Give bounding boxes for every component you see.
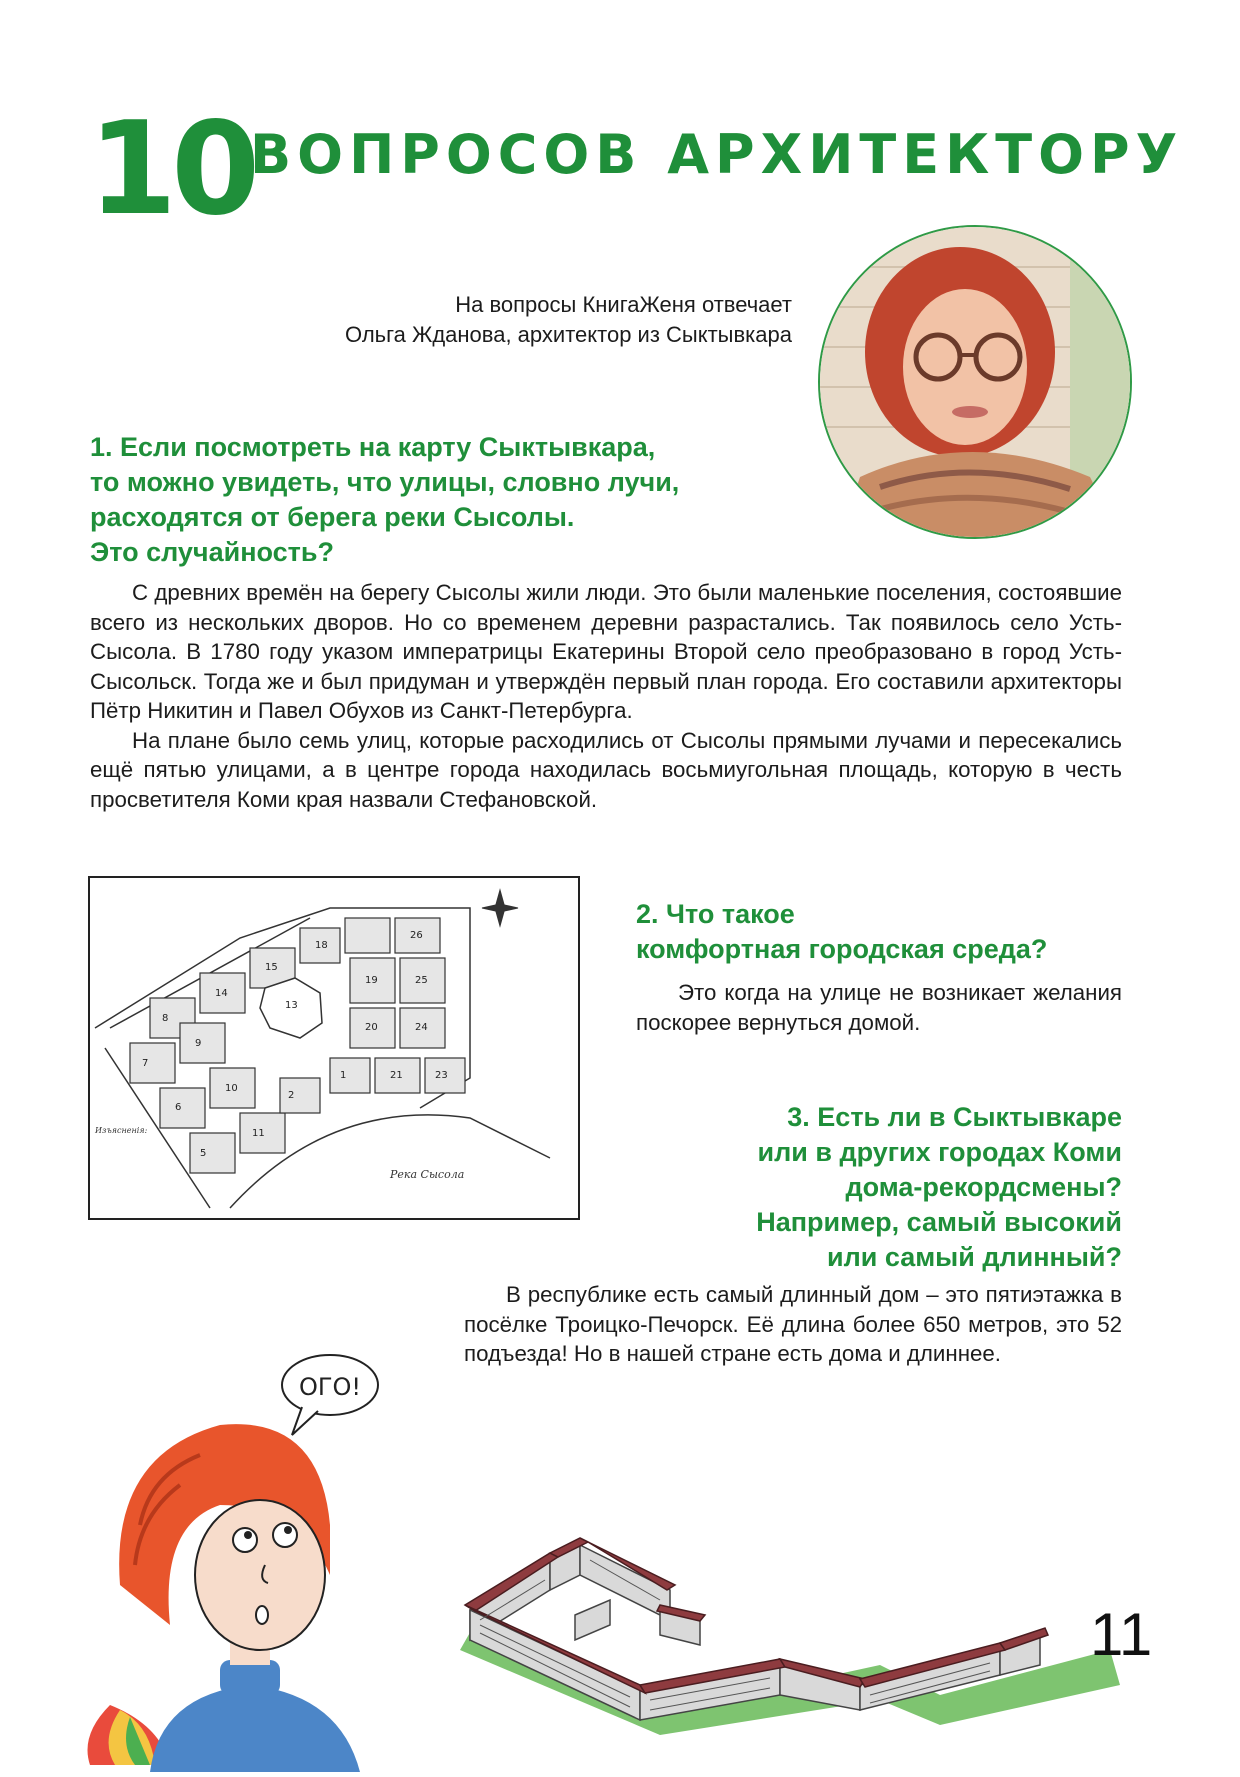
page-title: ВОПРОСОВ АРХИТЕКТОРУ bbox=[250, 123, 1184, 186]
svg-text:13: 13 bbox=[285, 1000, 298, 1011]
answer-3-text: В республике есть самый длинный дом – это пятиэтажка в посёлке Троицко-Печорск. Её длина более 650 метров, это 52 подъезда! Но в нашей стране есть дома и длиннее. bbox=[464, 1282, 1122, 1366]
svg-text:6: 6 bbox=[175, 1102, 182, 1113]
question-3-line: или в других городах Коми bbox=[757, 1137, 1122, 1167]
answer-1 bbox=[90, 578, 1122, 814]
question-2-line: 2. Что такое bbox=[636, 899, 795, 929]
svg-text:14: 14 bbox=[215, 988, 228, 999]
intro-line-2: Ольга Жданова, архитектор из Сыктывкара bbox=[344, 322, 792, 347]
svg-text:20: 20 bbox=[365, 1022, 378, 1033]
question-2-line: комфортная городская среда? bbox=[636, 934, 1048, 964]
question-1 bbox=[90, 430, 790, 570]
title-number: 10 bbox=[88, 95, 255, 244]
svg-text:23: 23 bbox=[435, 1070, 448, 1081]
svg-text:5: 5 bbox=[200, 1148, 207, 1159]
svg-text:21: 21 bbox=[390, 1070, 403, 1081]
speech-bubble-text: ОГО! bbox=[298, 1373, 362, 1401]
svg-text:10: 10 bbox=[225, 1083, 238, 1094]
question-3 bbox=[600, 1100, 1122, 1275]
question-3-line: Например, самый высокий bbox=[756, 1207, 1122, 1237]
answer-1-paragraph-2: На плане было семь улиц, которые расходились от Сысолы прямыми лучами и пересекались ещё пятью улицами, а в центре города находилась восьмиугольная площадь, которую в честь просветителя Коми края назвали Стефановской. bbox=[90, 727, 1122, 812]
answer-2-text: Это когда на улице не возникает желания поскорее вернуться домой. bbox=[636, 980, 1122, 1035]
question-3-line: дома-рекордсмены? bbox=[845, 1172, 1122, 1202]
answer-3 bbox=[464, 1280, 1122, 1369]
intro-line-1: На вопросы КнигаЖеня отвечает bbox=[455, 292, 792, 317]
svg-text:9: 9 bbox=[195, 1038, 202, 1049]
historical-city-plan bbox=[88, 876, 580, 1220]
svg-text:1: 1 bbox=[340, 1070, 347, 1081]
svg-text:18: 18 bbox=[315, 940, 328, 951]
question-3-line: или самый длинный? bbox=[827, 1242, 1122, 1272]
svg-text:11: 11 bbox=[252, 1128, 265, 1139]
svg-text:25: 25 bbox=[415, 975, 428, 986]
svg-text:8: 8 bbox=[162, 1013, 169, 1024]
svg-text:2: 2 bbox=[288, 1090, 295, 1101]
long-building-illustration bbox=[460, 1435, 1130, 1735]
svg-text:Изъясненія:: Изъясненія: bbox=[95, 1126, 148, 1135]
question-1-line: Это случайность? bbox=[90, 537, 334, 567]
cartoon-girl-illustration bbox=[80, 1325, 400, 1772]
svg-text:Река Сысола: Река Сысола bbox=[390, 1168, 465, 1181]
page-number: 11 bbox=[1090, 1601, 1153, 1668]
svg-text:24: 24 bbox=[415, 1022, 428, 1033]
question-1-line: 1. Если посмотреть на карту Сыктывкара, bbox=[90, 432, 656, 462]
question-1-line: расходятся от берега реки Сысолы. bbox=[90, 502, 575, 532]
svg-text:19: 19 bbox=[365, 975, 378, 986]
answer-2 bbox=[636, 978, 1122, 1037]
question-3-line: 3. Есть ли в Сыктывкаре bbox=[787, 1102, 1122, 1132]
svg-text:15: 15 bbox=[265, 962, 278, 973]
question-1-line: то можно увидеть, что улицы, словно лучи, bbox=[90, 467, 680, 497]
svg-text:7: 7 bbox=[142, 1058, 149, 1069]
architect-portrait bbox=[818, 225, 1132, 539]
svg-text:26: 26 bbox=[410, 930, 423, 941]
answer-1-paragraph-1: С древних времён на берегу Сысолы жили люди. Это были маленькие поселения, состоявшие всего из нескольких дворов. Но со временем деревни разрастались. Так появилось село Усть-Сысола. В 1780 году указом императрицы Екатерины Второй село преобразовано в город Усть-Сысольск. Тогда же и был придуман и утверждён первый план города. Его составили архитекторы Пётр Никитин и Павел Обухов из Санкт-Петербурга. bbox=[90, 580, 1122, 723]
intro-text bbox=[232, 290, 792, 350]
question-2 bbox=[636, 897, 1116, 967]
